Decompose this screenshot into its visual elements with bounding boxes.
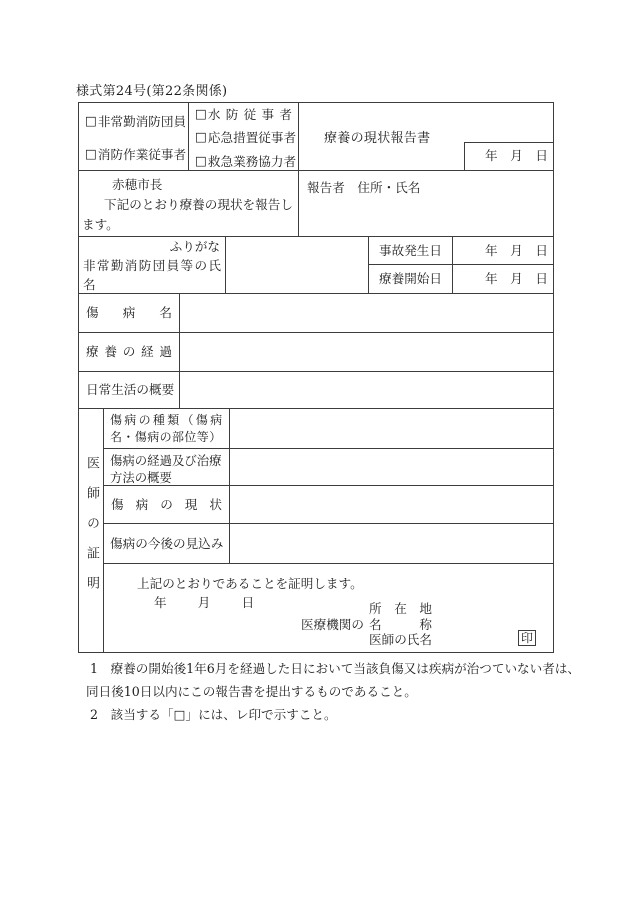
checkbox-item-firefighting-worker[interactable] xyxy=(85,144,187,163)
institution-address-field[interactable]: 所 在 地 xyxy=(369,601,432,616)
form-number: 様式第24号(第22条関係) xyxy=(76,84,228,99)
statement-line2: ます。 xyxy=(82,217,119,232)
checkbox-icon[interactable]: □ xyxy=(85,113,97,128)
injury-name-label: 傷病名 xyxy=(78,293,180,333)
addressee-name: 赤穂市長 xyxy=(112,177,163,192)
checkbox-icon[interactable]: □ xyxy=(195,152,207,168)
page-title: 療養の現状報告書 xyxy=(324,131,431,146)
checkbox-icon[interactable]: □ xyxy=(195,129,207,144)
report-form-table xyxy=(78,102,554,653)
checkbox-item-emergency-measures-worker[interactable] xyxy=(195,127,297,146)
treatment-method-label-line2: 方法の概要 xyxy=(110,470,172,485)
checkbox-item-volunteer-firefighter[interactable] xyxy=(85,111,187,130)
reporter-label: 報告者 住所・氏名 xyxy=(307,180,421,195)
injury-type-field[interactable] xyxy=(229,408,554,449)
addressee-cell xyxy=(78,170,299,237)
report-date-field[interactable]: 年 月 日 xyxy=(464,142,554,171)
member-name-label: 非常勤消防団員等の氏名 xyxy=(83,257,221,292)
reporter-field[interactable] xyxy=(298,170,554,237)
institution-prefix: 医療機関の xyxy=(301,616,364,632)
certification-date-field[interactable]: 年 月 日 xyxy=(154,595,257,610)
certification-area xyxy=(103,563,554,653)
treatment-method-label xyxy=(103,448,230,486)
treatment-method-label-line1: 傷病の経過及び治療 xyxy=(110,453,222,468)
medical-institution-block xyxy=(301,601,432,648)
treatment-method-field[interactable] xyxy=(229,448,554,486)
checkbox-label: 非常勤消防団員 xyxy=(97,114,187,129)
checkbox-icon[interactable]: □ xyxy=(85,146,97,161)
note-2: 2 該当する「□」には、レ印で示すこと。 xyxy=(90,707,337,722)
classification-col1 xyxy=(78,102,189,171)
daily-life-field[interactable] xyxy=(179,371,554,409)
checkbox-label: 救急業務協力者 xyxy=(207,153,297,169)
injury-current-state-field[interactable] xyxy=(229,485,554,524)
treatment-progress-field[interactable] xyxy=(179,332,554,372)
seal-icon: 印 xyxy=(518,630,536,646)
injury-type-label xyxy=(103,408,230,449)
institution-name-field[interactable]: 名 称 xyxy=(369,616,432,632)
checkbox-label: 水防従事者 xyxy=(207,106,292,122)
treatment-start-field[interactable]: 年 月 日 xyxy=(452,264,554,294)
org-prefix-spacer xyxy=(301,601,369,617)
checkbox-item-ambulance-cooperation[interactable] xyxy=(195,151,297,170)
furigana-label: ふりがな xyxy=(169,238,220,254)
accident-date-field[interactable]: 年 月 日 xyxy=(452,236,554,265)
treatment-start-label: 療養開始日 xyxy=(368,264,453,294)
injury-type-label-line1: 傷病の種類（傷病 xyxy=(110,413,225,427)
checkbox-icon[interactable]: □ xyxy=(195,105,207,121)
daily-life-label: 日常生活の概要 xyxy=(78,371,180,409)
injury-current-state-label: 傷病の現状 xyxy=(103,485,230,524)
injury-name-field[interactable] xyxy=(179,293,554,333)
statement-line1: 下記のとおり療養の現状を報告し xyxy=(104,197,293,212)
doctor-certification-vertical-label: 医師の証明 xyxy=(78,408,104,653)
treatment-progress-label: 療養の経過 xyxy=(78,332,180,372)
doctor-name-field[interactable]: 医師の氏名 xyxy=(369,632,432,647)
member-name-field[interactable] xyxy=(225,236,369,294)
note-1-line2: 同日後10日以内にこの報告書を提出するものであること。 xyxy=(86,684,417,699)
injury-outlook-field[interactable] xyxy=(229,523,554,564)
injury-type-label-line2: 名・傷病の部位等） xyxy=(110,430,222,444)
checkbox-item-flood-worker[interactable] xyxy=(195,104,292,123)
injury-outlook-label: 傷病の今後の見込み xyxy=(103,523,230,564)
note-1-line1: 1 療養の開始後1年6月を経過した日において当該負傷又は疾病が治つていない者は、 xyxy=(90,661,581,676)
checkbox-label: 消防作業従事者 xyxy=(97,147,187,162)
certification-statement: 上記のとおりであることを証明します。 xyxy=(137,576,363,591)
checkbox-label: 応急措置従事者 xyxy=(207,130,297,145)
accident-date-label: 事故発生日 xyxy=(368,236,453,265)
footnotes xyxy=(86,660,581,723)
org-prefix-spacer xyxy=(301,632,369,648)
classification-col2 xyxy=(188,102,299,171)
name-label-cell xyxy=(78,236,226,294)
